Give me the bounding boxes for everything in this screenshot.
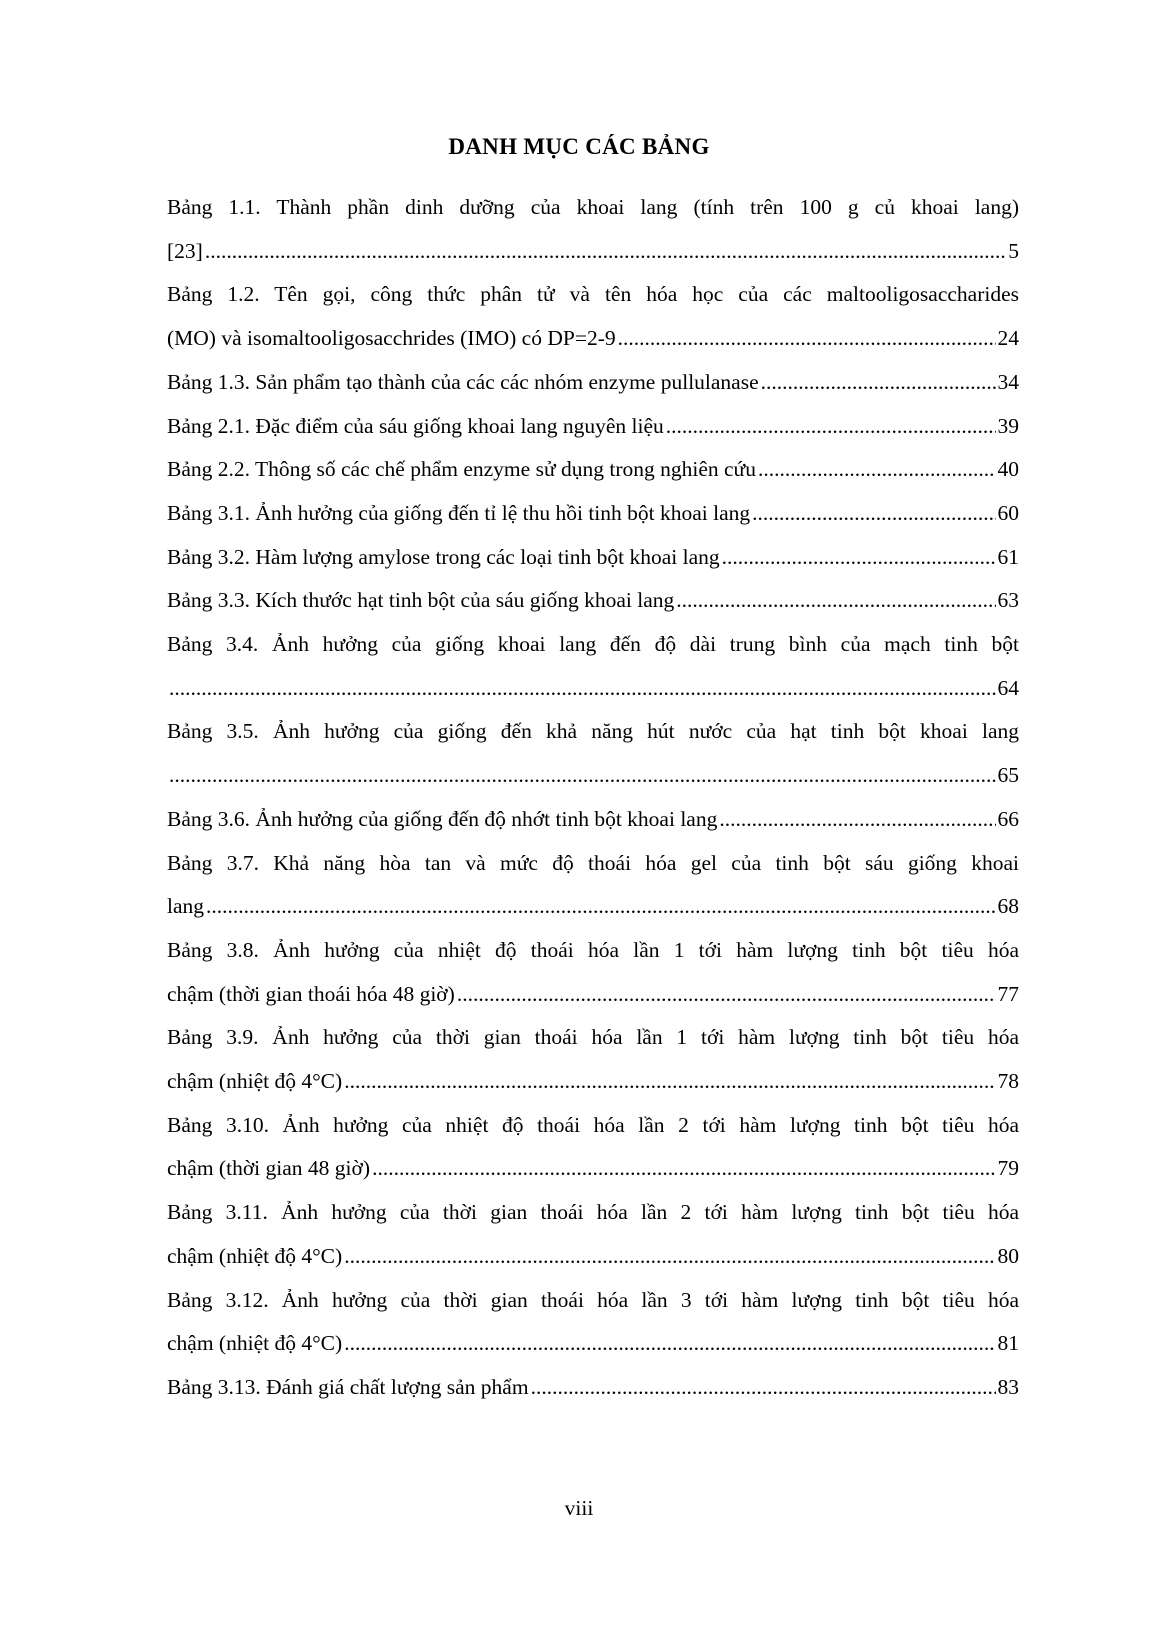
page-number: 78 [997,1069,1019,1094]
entry-title-continuation: chậm (thời gian 48 giờ) [167,1156,371,1181]
entry-title: Bảng 3.13. Đánh giá chất lượng sản phẩm [167,1374,529,1399]
page-number: 61 [997,544,1019,569]
dot-leader [205,230,1005,274]
entry-title-continuation: chậm (nhiệt độ 4°C) [167,1069,343,1094]
page-number: 60 [997,500,1019,525]
entry-title-line: Bảng 3.9. Ảnh hưởng của thời gian thoái hóa lần 1 tới hàm lượng tinh bột tiêu hóa [167,1025,1019,1050]
toc-entry[interactable] [167,1279,1019,1366]
toc-entry[interactable] [167,842,1019,929]
page-number: 63 [997,588,1019,613]
toc-entry[interactable] [167,798,1019,842]
dot-leader [372,1147,995,1191]
page-number: 5 [1008,238,1019,263]
entry-title-line: Bảng 3.5. Ảnh hưởng của giống đến khả năng hút nước của hạt tinh bột khoai lang [167,719,1019,744]
entry-title: Bảng 1.3. Sản phẩm tạo thành của các các nhóm enzyme pullulanase [167,369,759,394]
toc-entry[interactable] [167,1104,1019,1191]
entry-title-continuation: chậm (nhiệt độ 4°C) [167,1243,343,1268]
entry-title-line: Bảng 3.8. Ảnh hưởng của nhiệt độ thoái hóa lần 1 tới hàm lượng tinh bột tiêu hóa [167,937,1019,962]
toc-entry[interactable] [167,273,1019,360]
dot-leader [344,1235,995,1279]
entry-title-line: Bảng 1.2. Tên gọi, công thức phân tử và tên hóa học của các maltooligosaccharides [167,282,1019,307]
entry-title-line: Bảng 3.7. Khả năng hòa tan và mức độ thoái hóa gel của tinh bột sáu giống khoai [167,850,1019,875]
page-number: 34 [997,369,1019,394]
toc-entry[interactable] [167,579,1019,623]
toc-entry[interactable] [167,623,1019,710]
entry-title-continuation: lang [167,894,205,919]
dot-leader [531,1366,996,1410]
table-list [167,186,1019,1410]
page-number: 40 [997,457,1019,482]
toc-entry[interactable] [167,405,1019,449]
page-number: 64 [997,675,1019,700]
page-number: 83 [997,1374,1019,1399]
entry-title: Bảng 3.6. Ảnh hưởng của giống đến độ nhớt tinh bột khoai lang [167,806,718,831]
entry-title: Bảng 2.1. Đặc điểm của sáu giống khoai lang nguyên liệu [167,413,664,438]
dot-leader [344,1322,995,1366]
entry-title: Bảng 3.2. Hàm lượng amylose trong các loại tinh bột khoai lang [167,544,720,569]
page-number: 81 [997,1331,1019,1356]
page-title: DANH MỤC CÁC BẢNG [448,134,710,159]
toc-entry[interactable] [167,1366,1019,1410]
entry-title-line: Bảng 3.12. Ảnh hưởng của thời gian thoái hóa lần 3 tới hàm lượng tinh bột tiêu hóa [167,1287,1019,1312]
entry-title: Bảng 3.1. Ảnh hưởng của giống đến tỉ lệ thu hồi tinh bột khoai lang [167,500,751,525]
entry-title: Bảng 2.2. Thông số các chế phẩm enzyme sử dụng trong nghiên cứu [167,457,756,482]
dot-leader [761,361,996,405]
page-number: 66 [997,806,1019,831]
dot-leader [618,317,996,361]
toc-entry[interactable] [167,361,1019,405]
toc-entry[interactable] [167,536,1019,580]
toc-entry[interactable] [167,1016,1019,1103]
dot-leader [344,1060,995,1104]
dot-leader [169,667,996,711]
entry-title-line: Bảng 3.11. Ảnh hưởng của thời gian thoái hóa lần 2 tới hàm lượng tinh bột tiêu hóa [167,1200,1019,1225]
entry-title: Bảng 3.3. Kích thước hạt tinh bột của sáu giống khoai lang [167,588,675,613]
dot-leader [722,536,996,580]
entry-title-continuation: chậm (thời gian thoái hóa 48 giờ) [167,981,455,1006]
dot-leader [457,973,996,1017]
toc-entry[interactable] [167,448,1019,492]
dot-leader [676,579,995,623]
toc-entry[interactable] [167,710,1019,797]
entry-title-continuation: (MO) và isomaltooligosacchrides (IMO) có DP=2-9 [167,326,616,351]
entry-title-continuation: [23] [167,238,203,263]
toc-entry[interactable] [167,929,1019,1016]
dot-leader [206,885,995,929]
dot-leader [719,798,995,842]
page-number: 68 [997,894,1019,919]
toc-entry[interactable] [167,492,1019,536]
dot-leader [666,405,996,449]
entry-title-line: Bảng 1.1. Thành phần dinh dưỡng của khoai lang (tính trên 100 g củ khoai lang) [167,195,1019,219]
dot-leader [169,754,996,798]
entry-title-line: Bảng 3.10. Ảnh hưởng của nhiệt độ thoái hóa lần 2 tới hàm lượng tinh bột tiêu hóa [167,1112,1019,1137]
page-number: 65 [997,763,1019,788]
toc-entry[interactable] [167,1191,1019,1278]
page-number: 24 [997,326,1019,351]
entry-title-line: Bảng 3.4. Ảnh hưởng của giống khoai lang đến độ dài trung bình của mạch tinh bột [167,632,1019,657]
dot-leader [752,492,995,536]
page-folio: viii [564,1496,594,1520]
page-number: 39 [997,413,1019,438]
dot-leader [758,448,996,492]
page-number: 77 [997,981,1019,1006]
page-number: 80 [997,1243,1019,1268]
toc-entry[interactable] [167,186,1019,273]
entry-title-continuation: chậm (nhiệt độ 4°C) [167,1331,343,1356]
page-number: 79 [997,1156,1019,1181]
